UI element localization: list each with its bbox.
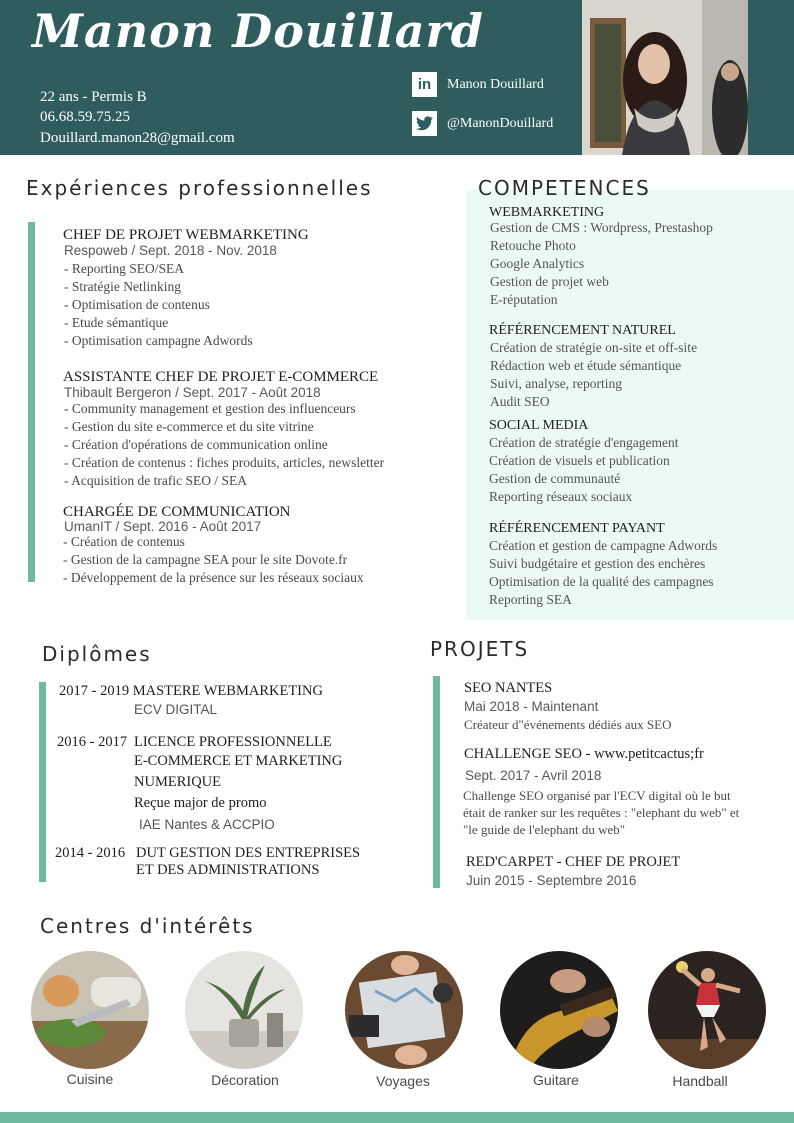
projets-title: PROJETS xyxy=(430,637,530,661)
experiences-title: Expériences professionnelles xyxy=(26,176,373,200)
list-item: Création de stratégie on-site et off-site xyxy=(490,340,698,355)
interets-title: Centres d'intérêts xyxy=(40,914,255,938)
competence-list-webmarketing xyxy=(490,219,713,309)
list-item: Google Analytics xyxy=(490,256,585,271)
linkedin-link[interactable] xyxy=(412,72,544,97)
list-item: E-réputation xyxy=(490,292,558,307)
list-item: - Création de contenus : fiches produits, articles, newsletter xyxy=(64,455,385,470)
decoration-image xyxy=(185,951,303,1069)
list-item: Création de stratégie d'engagement xyxy=(489,435,679,450)
projet-1-dates: Mai 2018 - Maintenant xyxy=(464,699,599,714)
cuisine-image xyxy=(31,951,149,1069)
twitter-handle: @ManonDouillard xyxy=(447,115,554,131)
diplome-3-line-2: ET DES ADMINISTRATIONS xyxy=(136,862,320,878)
job-3-title: CHARGÉE DE COMMUNICATION xyxy=(63,504,291,520)
list-item: Retouche Photo xyxy=(490,238,576,253)
projet-2-description-line: Challenge SEO organisé par l'ECV digital où le but xyxy=(463,788,731,803)
diplomes-title: Diplômes xyxy=(42,642,152,666)
list-item: - Etude sémantique xyxy=(64,315,169,330)
guitare-image xyxy=(500,951,618,1069)
job-1-company: Respoweb / Sept. 2018 - Nov. 2018 xyxy=(64,243,277,258)
list-item: Reporting SEA xyxy=(489,592,572,607)
list-item: Suivi budgétaire et gestion des enchères xyxy=(489,556,706,571)
projets-accent-bar xyxy=(433,676,440,888)
list-item: Gestion de projet web xyxy=(490,274,609,289)
interet-guitare: Guitare xyxy=(533,1072,579,1088)
voyages-image xyxy=(345,951,463,1069)
handball-image xyxy=(648,951,766,1069)
list-item: - Acquisition de trafic SEO / SEA xyxy=(64,473,247,488)
projet-2-description-line: était de ranker sur les requêtes : "elephant du web" et xyxy=(463,805,740,820)
competence-list-sea xyxy=(489,537,717,609)
linkedin-icon: in xyxy=(412,72,437,97)
twitter-icon xyxy=(412,111,437,136)
footer-accent-bar xyxy=(0,1112,794,1123)
twitter-link[interactable] xyxy=(412,111,553,136)
list-item: Création et gestion de campagne Adwords xyxy=(489,538,718,553)
list-item: - Création de contenus xyxy=(63,534,185,549)
job-3-company: UmanIT / Sept. 2016 - Août 2017 xyxy=(64,519,262,534)
list-item: - Optimisation de contenus xyxy=(64,297,210,312)
list-item: - Gestion du site e-commerce et du site vitrine xyxy=(64,419,314,434)
list-item: Audit SEO xyxy=(490,394,550,409)
diplomes-accent-bar xyxy=(39,682,46,882)
list-item: - Community management et gestion des influenceurs xyxy=(64,401,356,416)
job-2-title: ASSISTANTE CHEF DE PROJET E-COMMERCE xyxy=(63,369,379,385)
diplome-2-line-3: NUMERIQUE xyxy=(134,774,221,790)
projet-2-title: CHALLENGE SEO - www.petitcactus;fr xyxy=(464,746,704,762)
list-item: Reporting réseaux sociaux xyxy=(489,489,633,504)
diplome-2-school: IAE Nantes & ACCPIO xyxy=(139,817,275,832)
list-item: - Création d'opérations de communication online xyxy=(64,437,328,452)
job-1-tasks xyxy=(64,260,253,350)
competence-heading-social-media: SOCIAL MEDIA xyxy=(489,418,589,433)
list-item: - Développement de la présence sur les réseaux sociaux xyxy=(63,570,364,585)
list-item: - Reporting SEO/SEA xyxy=(64,261,184,276)
job-3-tasks xyxy=(63,533,364,587)
list-item: Rédaction web et étude sémantique xyxy=(490,358,682,373)
phone-number: 06.68.59.75.25 xyxy=(40,109,130,125)
competences-title: COMPETENCES xyxy=(478,176,651,200)
competence-list-seo xyxy=(490,339,697,411)
projet-3-title: RED'CARPET - CHEF DE PROJET xyxy=(466,854,681,870)
header-banner xyxy=(0,0,794,155)
projet-1-description: Créateur d"événements dédiés aux SEO xyxy=(464,717,672,732)
list-item: - Gestion de la campagne SEA pour le site Dovote.fr xyxy=(63,552,348,567)
list-item: Création de visuels et publication xyxy=(489,453,670,468)
projet-2-dates: Sept. 2017 - Avril 2018 xyxy=(465,768,602,783)
diplome-2-line-1: LICENCE PROFESSIONNELLE xyxy=(134,734,332,750)
list-item: Suivi, analyse, reporting xyxy=(490,376,622,391)
diplome-2-dates: 2016 - 2017 xyxy=(57,734,128,750)
experiences-accent-bar xyxy=(28,222,35,582)
diplome-2-mention: Reçue major de promo xyxy=(134,795,267,811)
list-item: - Stratégie Netlinking xyxy=(64,279,181,294)
profile-photo xyxy=(582,0,748,155)
competence-list-social-media xyxy=(489,434,678,506)
email-address[interactable]: Douillard.manon28@gmail.com xyxy=(40,130,235,146)
candidate-name: Manon Douillard xyxy=(32,4,484,58)
interet-voyages: Voyages xyxy=(376,1073,430,1089)
job-2-company: Thibault Bergeron / Sept. 2017 - Août 2018 xyxy=(64,385,321,400)
competence-heading-seo: RÉFÉRENCEMENT NATUREL xyxy=(489,323,676,338)
job-1-title: CHEF DE PROJET WEBMARKETING xyxy=(63,227,309,243)
list-item: Optimisation de la qualité des campagnes xyxy=(489,574,714,589)
diplome-1: 2017 - 2019 MASTERE WEBMARKETING xyxy=(59,683,323,699)
interet-decoration: Décoration xyxy=(211,1072,279,1088)
list-item: Gestion de CMS : Wordpress, Prestashop xyxy=(490,220,713,235)
interet-cuisine: Cuisine xyxy=(66,1071,114,1087)
projet-3-dates: Juin 2015 - Septembre 2016 xyxy=(466,873,637,888)
diplome-3-line-1: DUT GESTION DES ENTREPRISES xyxy=(136,845,361,861)
job-2-tasks xyxy=(64,400,384,490)
projet-2-description xyxy=(463,787,739,838)
competence-heading-sea: RÉFÉRENCEMENT PAYANT xyxy=(489,521,665,536)
list-item: Gestion de communauté xyxy=(489,471,621,486)
competence-heading-webmarketing: WEBMARKETING xyxy=(489,205,605,220)
diplome-3-dates: 2014 - 2016 xyxy=(55,845,126,861)
age-permit: 22 ans - Permis B xyxy=(40,89,147,105)
list-item: - Optimisation campagne Adwords xyxy=(64,333,253,348)
diplome-1-school: ECV DIGITAL xyxy=(134,702,218,717)
interet-handball: Handball xyxy=(672,1073,728,1089)
linkedin-name: Manon Douillard xyxy=(447,76,544,92)
projet-2-description-line: "le guide de l'elephant du web" xyxy=(463,822,626,837)
diplome-2-line-2: E-COMMERCE ET MARKETING xyxy=(134,753,343,769)
projet-1-title: SEO NANTES xyxy=(464,680,553,696)
